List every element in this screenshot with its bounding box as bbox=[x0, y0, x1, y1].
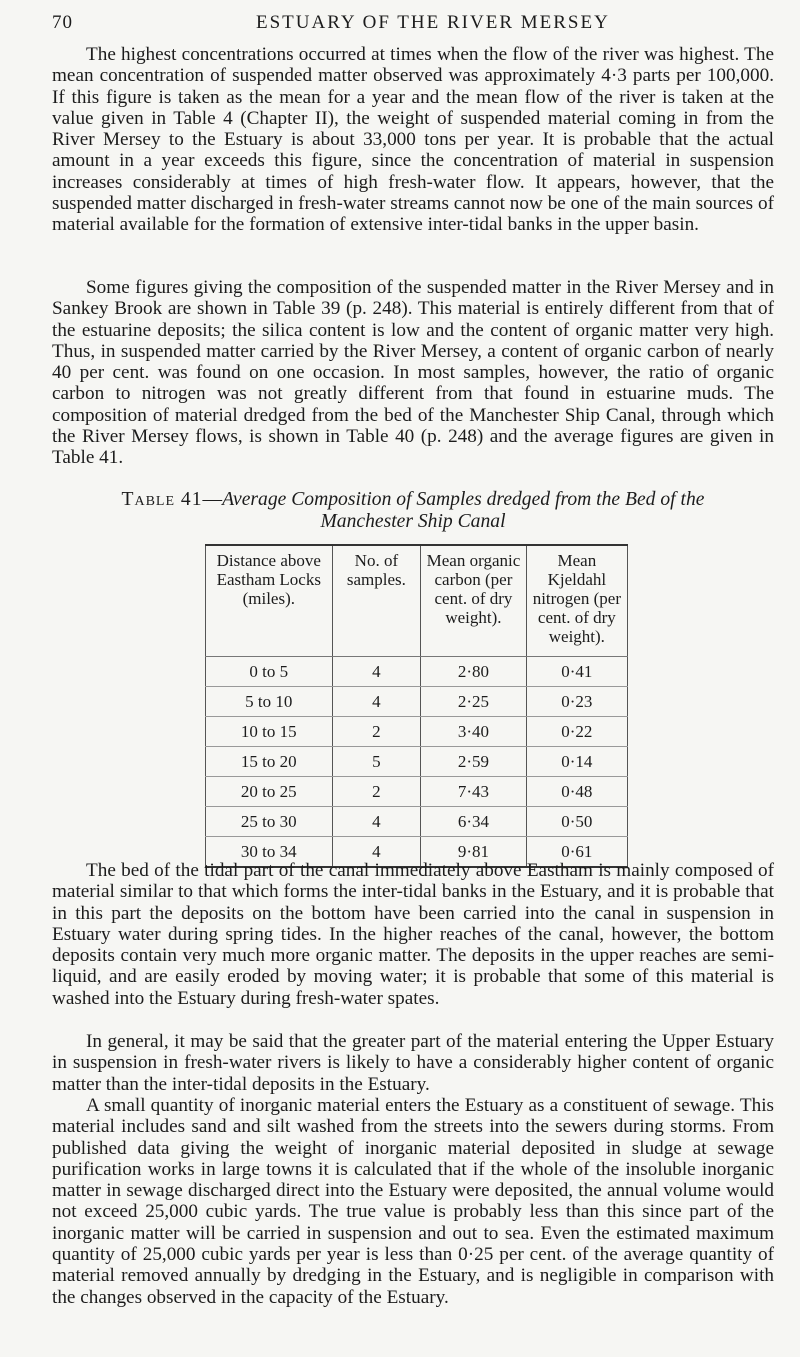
cell-organic-carbon: 6·34 bbox=[421, 807, 527, 837]
cell-nitrogen: 0·22 bbox=[526, 717, 627, 747]
cell-samples: 5 bbox=[332, 747, 421, 777]
table-row bbox=[206, 717, 628, 747]
table-row bbox=[206, 777, 628, 807]
paragraph-suspended-concentration: The highest concentrations occurred at times when the flow of the river was highest. The mean concentration of suspended matter observed was approximately 4·3 parts per 100,000. If this figure is taken as the mean for a year and the mean flow of the river is taken at the value given in Table 4 (Chapter II), the weight of suspended material coming in from the River Mersey to the Estuary is about 33,000 tons per year. It is probable that the actual amount in a year exceeds this figure, since the concentration of material in suspension increases considerably at times of high fresh-water flow. It appears, however, that the suspended matter discharged in fresh-water streams cannot now be one of the main sources of material available for the formation of extensive inter-tidal banks in the upper basin. bbox=[52, 44, 774, 236]
table-title-line2: Manchester Ship Canal bbox=[320, 511, 506, 532]
table-title-line1: Average Composition of Samples dredged from the Bed of the bbox=[222, 489, 705, 510]
cell-organic-carbon: 2·59 bbox=[421, 747, 527, 777]
header-distance: Distance above Eastham Locks (miles). bbox=[206, 545, 333, 657]
page-number: 70 bbox=[52, 12, 73, 33]
table-caption bbox=[52, 489, 774, 533]
table-row bbox=[206, 807, 628, 837]
paragraph-sewage: A small quantity of inorganic material enters the Estuary as a constituent of sewage. This material includes sand and silt washed from the streets into the sewers during storms. From published data giving the weight of inorganic material deposited in sludge at sewage purification works in large towns it is calculated that if the whole of the insoluble inorganic matter in sewage discharged direct into the Estuary were deposited, the annual volume would not exceed 25,000 cubic yards. The true value is probably less than this since part of the inorganic matter will be carried in suspension and out to sea. Even the estimated maximum quantity of 25,000 cubic yards per year is less than 0·25 per cent. of the average quantity of material removed annually by dredging in the Estuary, and is negligible in comparison with the changes observed in the capacity of the Estuary. bbox=[52, 1095, 774, 1308]
cell-distance: 15 to 20 bbox=[206, 747, 333, 777]
cell-samples: 4 bbox=[332, 807, 421, 837]
cell-organic-carbon: 3·40 bbox=[421, 717, 527, 747]
cell-distance: 30 to 34 bbox=[206, 837, 333, 868]
header-kjeldahl-nitrogen: Mean Kjeldahl nitrogen (per cent. of dry weight). bbox=[526, 545, 627, 657]
cell-organic-carbon: 2·25 bbox=[421, 687, 527, 717]
cell-samples: 2 bbox=[332, 717, 421, 747]
cell-distance: 5 to 10 bbox=[206, 687, 333, 717]
table-row bbox=[206, 657, 628, 687]
paragraph-general-summary: In general, it may be said that the greater part of the material entering the Upper Estuary in suspension in fresh-water rivers is likely to have a considerably higher content of organic matter than the inter-tidal deposits in the Estuary. bbox=[52, 1031, 774, 1095]
cell-distance: 10 to 15 bbox=[206, 717, 333, 747]
cell-nitrogen: 0·50 bbox=[526, 807, 627, 837]
header-organic-carbon: Mean organic carbon (per cent. of dry weight). bbox=[421, 545, 527, 657]
cell-nitrogen: 0·23 bbox=[526, 687, 627, 717]
table-label: Table 41 bbox=[121, 489, 203, 510]
cell-distance: 0 to 5 bbox=[206, 657, 333, 687]
cell-samples: 4 bbox=[332, 837, 421, 868]
cell-nitrogen: 0·48 bbox=[526, 777, 627, 807]
table-row bbox=[206, 747, 628, 777]
cell-distance: 20 to 25 bbox=[206, 777, 333, 807]
caption-dash: — bbox=[202, 489, 223, 510]
header-samples: No. of samples. bbox=[332, 545, 421, 657]
cell-samples: 4 bbox=[332, 657, 421, 687]
cell-nitrogen: 0·14 bbox=[526, 747, 627, 777]
table-header-row bbox=[206, 545, 628, 657]
cell-samples: 4 bbox=[332, 687, 421, 717]
table-row bbox=[206, 687, 628, 717]
cell-organic-carbon: 2·80 bbox=[421, 657, 527, 687]
composition-table bbox=[205, 544, 628, 868]
paragraph-suspended-composition: Some figures giving the composition of the suspended matter in the River Mersey and in Sankey Brook are shown in Table 39 (p. 248). This material is entirely different from that of the estuarine deposits; the silica content is low and the content of organic matter very high. Thus, in suspended matter carried by the River Mersey, a content of organic carbon of nearly 40 per cent. was found on one occasion. In most samples, however, the ratio of organic carbon to nitrogen was not greatly different from that found in estuarine muds. The composition of material dredged from the bed of the Manchester Ship Canal, through which the River Mersey flows, is shown in Table 40 (p. 248) and the average figures are given in Table 41. bbox=[52, 277, 774, 469]
cell-organic-carbon: 7·43 bbox=[421, 777, 527, 807]
paragraph-canal-bed: The bed of the tidal part of the canal immediately above Eastham is mainly composed of material similar to that which forms the inter-tidal banks in the Estuary, and it is probable that in this part the deposits on the bottom have been carried into the canal in suspension in Estuary water during spring tides. In the higher reaches of the canal, however, the bottom deposits contain very much more organic matter. The deposits in the upper reaches are semi-liquid, and are easily eroded by moving water; it is probable that some of this material is washed into the Estuary during fresh-water spates. bbox=[52, 860, 774, 1009]
running-title: ESTUARY OF THE RIVER MERSEY bbox=[256, 12, 610, 33]
cell-nitrogen: 0·41 bbox=[526, 657, 627, 687]
cell-samples: 2 bbox=[332, 777, 421, 807]
cell-nitrogen: 0·61 bbox=[526, 837, 627, 868]
cell-distance: 25 to 30 bbox=[206, 807, 333, 837]
running-header bbox=[52, 12, 760, 38]
cell-organic-carbon: 9·81 bbox=[421, 837, 527, 868]
